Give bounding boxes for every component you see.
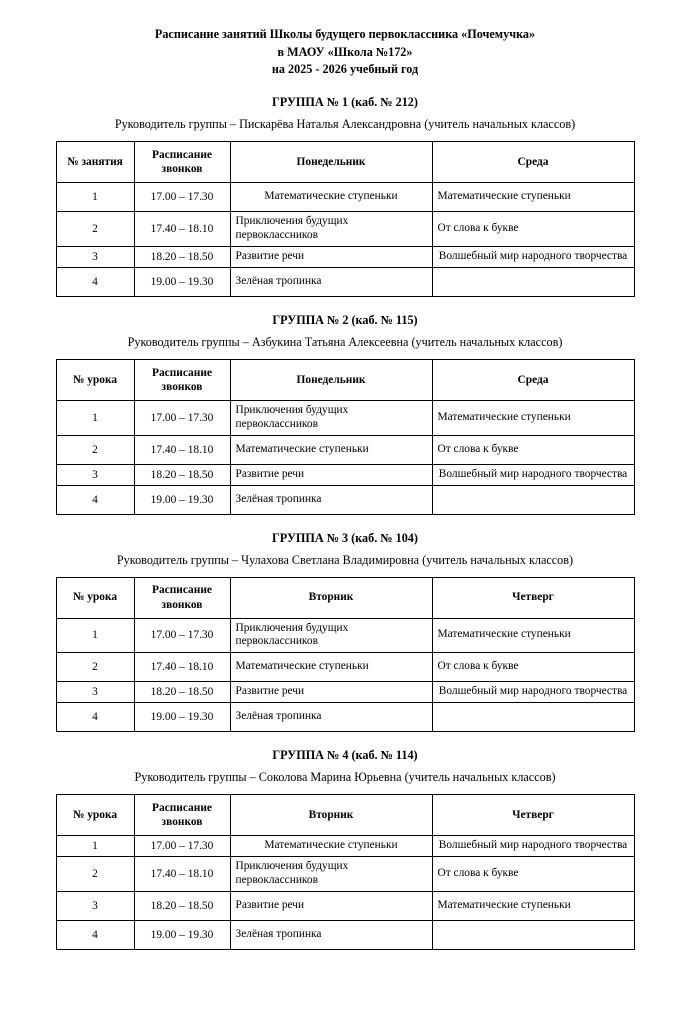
table-row [56,212,634,247]
cell-bell-time: 17.40 – 18.10 [134,212,230,247]
cell-number: 4 [56,703,134,732]
cell-number: 1 [56,618,134,653]
cell-number: 2 [56,653,134,682]
cell-number: 3 [56,682,134,703]
document-title-line-1: Расписание занятий Школы будущего первоклассника «Почемучка» [154,27,536,41]
cell-bell-time: 17.40 – 18.10 [134,653,230,682]
cell-day1-subject: Математические ступеньки [230,836,432,857]
cell-day1-subject: Развитие речи [230,682,432,703]
group-leader-3: Руководитель группы – Чулахова Светлана Владимировна (учитель начальных классов) [116,552,574,567]
cell-bell-time: 18.20 – 18.50 [134,682,230,703]
schedule-table-2 [56,359,635,515]
cell-day2-subject: От слова к букве [432,212,634,247]
table-header-row [56,577,634,618]
group-heading-2: ГРУППА № 2 (каб. № 115) [272,312,418,327]
cell-number: 4 [56,485,134,514]
column-header-number: № урока [56,795,134,836]
table-row [56,400,634,435]
cell-day1-subject: Зелёная тропинка [230,267,432,296]
cell-day1-subject: Развитие речи [230,246,432,267]
cell-day1-subject: Зелёная тропинка [230,485,432,514]
cell-day2-subject: От слова к букве [432,435,634,464]
cell-day2-subject [432,920,634,949]
cell-day2-subject: Волшебный мир народного творчества [432,682,634,703]
document-title [28,26,662,79]
cell-number: 4 [56,920,134,949]
cell-number: 2 [56,212,134,247]
cell-day1-subject: Приключения будущих первоклассников [230,857,432,892]
cell-number: 4 [56,267,134,296]
table-row [56,653,634,682]
cell-number: 3 [56,464,134,485]
cell-day2-subject: Математические ступеньки [432,183,634,212]
cell-bell-time: 18.20 – 18.50 [134,891,230,920]
cell-day1-subject: Развитие речи [230,891,432,920]
cell-day2-subject: Математические ступеньки [432,618,634,653]
cell-day2-subject: От слова к букве [432,857,634,892]
column-header-day1: Понедельник [230,142,432,183]
table-row [56,618,634,653]
column-header-number: № урока [56,359,134,400]
table-row [56,246,634,267]
cell-bell-time: 17.40 – 18.10 [134,435,230,464]
group-heading-3: ГРУППА № 3 (каб. № 104) [272,530,418,545]
cell-day2-subject: От слова к букве [432,653,634,682]
cell-day1-subject: Приключения будущих первоклассников [230,212,432,247]
column-header-bells: Расписание звонков [134,795,230,836]
column-header-day2: Среда [432,142,634,183]
column-header-day1: Вторник [230,577,432,618]
cell-day2-subject: Волшебный мир народного творчества [432,464,634,485]
cell-day1-subject: Математические ступеньки [230,653,432,682]
cell-bell-time: 19.00 – 19.30 [134,267,230,296]
table-row [56,703,634,732]
table-row [56,920,634,949]
group-block-1 [28,95,662,297]
group-heading-1: ГРУППА № 1 (каб. № 212) [272,95,418,110]
cell-number: 2 [56,857,134,892]
cell-day1-subject: Зелёная тропинка [230,920,432,949]
cell-bell-time: 17.00 – 17.30 [134,183,230,212]
column-header-day2: Среда [432,359,634,400]
table-row [56,891,634,920]
cell-day2-subject: Математические ступеньки [432,400,634,435]
cell-bell-time: 17.40 – 18.10 [134,857,230,892]
cell-day2-subject: Волшебный мир народного творчества [432,836,634,857]
table-header-row [56,142,634,183]
table-row [56,857,634,892]
document-title-line-3: на 2025 - 2026 учебный год [271,62,419,77]
cell-day1-subject: Зелёная тропинка [230,703,432,732]
column-header-number: № урока [56,577,134,618]
group-block-2 [28,313,662,515]
column-header-bells: Расписание звонков [134,142,230,183]
cell-day2-subject: Волшебный мир народного творчества [432,246,634,267]
cell-bell-time: 18.20 – 18.50 [134,464,230,485]
cell-day1-subject: Математические ступеньки [230,435,432,464]
column-header-bells: Расписание звонков [134,359,230,400]
column-header-number: № занятия [56,142,134,183]
group-block-4 [28,748,662,950]
table-row [56,485,634,514]
cell-bell-time: 19.00 – 19.30 [134,485,230,514]
cell-bell-time: 18.20 – 18.50 [134,246,230,267]
cell-day2-subject [432,267,634,296]
document-title-line-2: в МАОУ «Школа №172» [277,44,413,59]
cell-day1-subject: Развитие речи [230,464,432,485]
schedule-table-4 [56,794,635,950]
column-header-day1: Вторник [230,795,432,836]
column-header-day2: Четверг [432,795,634,836]
table-row [56,682,634,703]
group-leader-4: Руководитель группы – Соколова Марина Юрьевна (учитель начальных классов) [134,770,556,785]
cell-number: 3 [56,891,134,920]
cell-number: 1 [56,836,134,857]
table-row [56,183,634,212]
cell-day1-subject: Математические ступеньки [230,183,432,212]
cell-bell-time: 17.00 – 17.30 [134,400,230,435]
cell-number: 2 [56,435,134,464]
table-row [56,435,634,464]
cell-bell-time: 17.00 – 17.30 [134,618,230,653]
group-leader-1: Руководитель группы – Пискарёва Наталья Александровна (учитель начальных классов) [114,117,576,132]
table-header-row [56,359,634,400]
cell-bell-time: 19.00 – 19.30 [134,703,230,732]
cell-day2-subject [432,485,634,514]
cell-number: 3 [56,246,134,267]
column-header-day1: Понедельник [230,359,432,400]
schedule-table-3 [56,577,635,733]
cell-bell-time: 17.00 – 17.30 [134,836,230,857]
group-leader-2: Руководитель группы – Азбукина Татьяна Алексеевна (учитель начальных классов) [127,334,563,349]
cell-day1-subject: Приключения будущих первоклассников [230,618,432,653]
group-heading-4: ГРУППА № 4 (каб. № 114) [272,748,418,763]
cell-day1-subject: Приключения будущих первоклассников [230,400,432,435]
schedule-table-1 [56,141,635,297]
cell-number: 1 [56,400,134,435]
cell-day2-subject [432,703,634,732]
column-header-day2: Четверг [432,577,634,618]
cell-bell-time: 19.00 – 19.30 [134,920,230,949]
cell-number: 1 [56,183,134,212]
table-row [56,267,634,296]
table-row [56,464,634,485]
table-header-row [56,795,634,836]
table-row [56,836,634,857]
cell-day2-subject: Математические ступеньки [432,891,634,920]
page-bottom-spacer [28,950,662,960]
column-header-bells: Расписание звонков [134,577,230,618]
group-block-3 [28,531,662,733]
